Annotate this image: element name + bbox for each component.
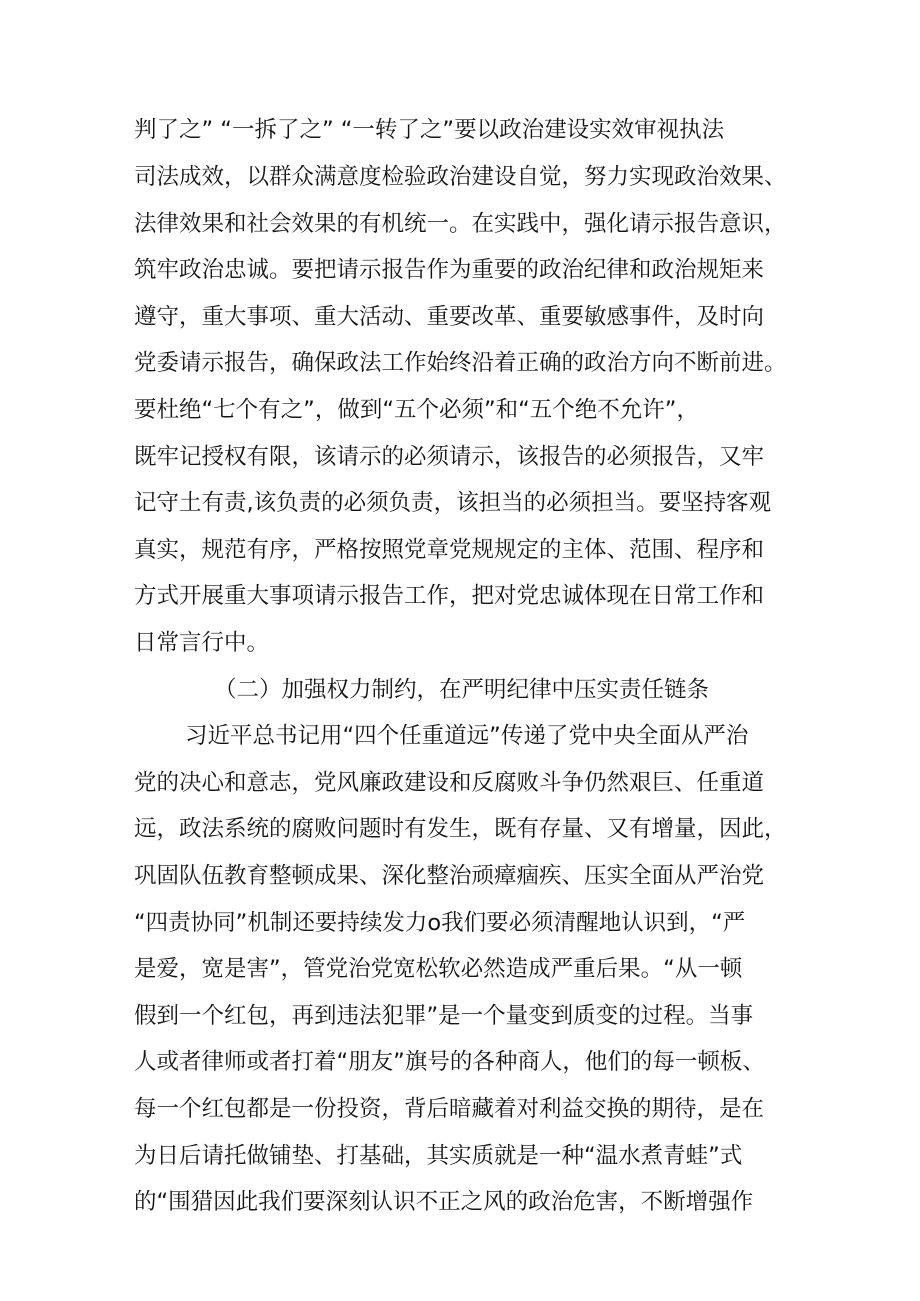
text-line: “四责协同”机制还要持续发力o我们要必须清醒地认识到，“严 [134, 910, 746, 936]
text-line: 假到一个红包，再到违法犯罪”是一个量变到质变的过程。当事 [134, 1003, 754, 1029]
text-line: 判了之” “一拆了之” “一转了之”要以政治建设实效审视执法 [134, 117, 725, 143]
section-heading: （二）加强权力制约，在严明纪律中压实责任链条 [214, 677, 710, 703]
text-line: 要杜绝“七个有之”，做到“五个必须”和“五个绝不允许”， [134, 397, 699, 423]
text-line: 记守土有责,该负责的必须负责，该担当的必须担当。要坚持客观 [134, 490, 772, 516]
text-line: 遵守，重大事项、重大活动、重要改革、重要敏感事件，及时向 [134, 304, 765, 330]
text-line: 党委请示报告，确保政法工作始终沿着正确的政治方向不断前进。 [134, 350, 787, 376]
text-line: 筑牢政治忠诚。要把请示报告作为重要的政治纪律和政治规矩来 [134, 257, 765, 283]
text-line: 人或者律师或者打着“朋友”旗号的各种商人，他们的每一顿板、 [134, 1049, 765, 1075]
text-line: 司法成效，以群众满意度检验政治建设自觉，努力实现政治效果、 [134, 164, 787, 190]
text-line: 真实，规范有序，严格按照党章党规规定的主体、范围、程序和 [134, 537, 765, 563]
text-line: 日常言行中。 [134, 630, 270, 656]
paragraph-first-line: 习近平总书记用“四个任重道远”传递了党中央全面从严治 [185, 723, 749, 749]
text-line: 方式开展重大事项请示报告工作，把对党忠诚体现在日常工作和 [134, 583, 765, 609]
text-line: 党的决心和意志，党风廉政建设和反腐败斗争仍然艰巨、任重道 [134, 770, 765, 796]
text-line: 既牢记授权有限，该请示的必须请示，该报告的必须报告，又牢 [134, 444, 765, 470]
text-line: 法律效果和社会效果的有机统一。在实践中，强化请示报告意识， [134, 211, 787, 237]
text-line: 是爱，宽是害”，管党治党宽松软必然造成严重后果。“从一顿 [134, 956, 743, 982]
text-line: 每一个红包都是一份投资，背后暗藏着对利益交换的期待，是在 [134, 1096, 765, 1122]
text-line: 的“围猎因此我们要深刻认识不正之风的政治危害，不断增强作 [134, 1189, 754, 1215]
text-line: 为日后请托做铺垫、打基础，其实质就是一种“温水煮青蛙”式 [134, 1143, 743, 1169]
text-line: 远，政法系统的腐败问题时有发生，既有存量、又有增量，因此， [134, 816, 787, 842]
text-line: 巩固队伍教育整顿成果、深化整治顽瘴痼疾、压实全面从严治党 [134, 863, 765, 889]
